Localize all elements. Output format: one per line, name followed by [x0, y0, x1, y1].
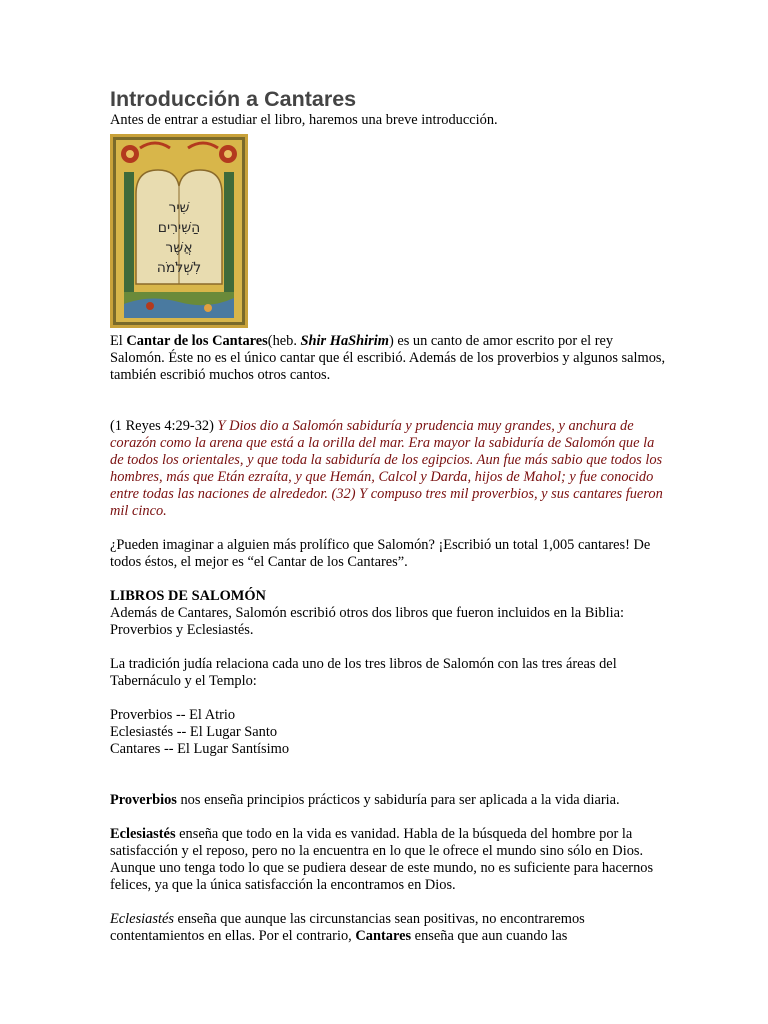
list-item-proverbios: Proverbios -- El Atrio [110, 707, 236, 723]
term-cantar: Cantar de los Cantares [126, 333, 268, 349]
quote-reference: (1 Reyes 4:29-32) [110, 418, 218, 434]
paragraph-tradition: La tradición judía relaciona cada uno de los tres libros de Salomón con las tres áreas del Tabernáculo y el Templo: [110, 656, 617, 689]
list-item-cantares: Cantares -- El Lugar Santísimo [110, 741, 290, 757]
quote-text: Y Dios dio a Salomón sabiduría y prudencia muy grandes, y anchura de corazón como la arena que está a la orilla del mar. Era mayor la sabiduría de Salomón que la de todos los orientales, y que toda la sabiduría de los egipcios. Aun fue más sabio que todos los hombres, más que Etán ezraíta, y que Hemán, Calcol y Darda, hijos de Mahol; y fue conocido entre todas las naciones de alrededor. (32) Y compuso tres mil proverbios, y sus cantares fueron mil cinco. [110, 418, 663, 519]
page-title: Introducción a Cantares [110, 87, 357, 111]
paragraph-eclesiastes: Eclesiastés enseña que todo en la vida es vanidad. Habla de la búsqueda del hombre por la satisfacción y el reposo, pero no la encuentra en lo que le ofrece el mundo sino sólo en Dios. Aunque uno tenga todo lo que se pudiera desear de este mundo, no es suficiente para hacernos felices, ya que la única satisfacción la encontramos en Dios. [110, 826, 654, 893]
list-item-eclesiastes: Eclesiastés -- El Lugar Santo [110, 724, 278, 740]
term-shir-hashirim: Shir HaShirim [300, 333, 389, 349]
section-heading: LIBROS DE SALOMÓN [110, 588, 266, 604]
hebrew-line-4: לִשְׁלֹמֹה [156, 260, 202, 276]
bible-quote [110, 418, 670, 520]
paragraph-eclesiastes-cantares: Eclesiastés enseña que aunque las circunstancias sean positivas, no encontraremos contentamientos en ellas. Por el contrario, Cantares enseña que aun cuando las [110, 911, 585, 944]
paragraph-other-books: Además de Cantares, Salomón escribió otros dos libros que fueron incluidos en la Biblia: Proverbios y Eclesiastés. [110, 605, 624, 638]
hebrew-line-1: שִׁיר [168, 200, 190, 216]
paragraph-song-of-songs: El Cantar de los Cantares(heb. Shir HaShirim) es un canto de amor escrito por el rey Salomón. Éste no es el único cantar que él escribió. Además de los proverbios y algunos salmos, también escribió muchos otros cantos. [110, 333, 666, 383]
hebrew-line-2: הַשִּׁירִים [157, 220, 201, 236]
song-of-songs-illustration [110, 134, 248, 328]
paragraph-proverbios: Proverbios nos enseña principios prácticos y sabiduría para ser aplicada a la vida diaria. [110, 792, 620, 808]
hebrew-line-3: אֲשֶׁר [165, 240, 193, 256]
document-page [110, 86, 670, 945]
intro-text: Antes de entrar a estudiar el libro, haremos una breve introducción. [110, 112, 498, 128]
paragraph-prolific: ¿Pueden imaginar a alguien más prolífico que Salomón? ¡Escribió un total 1,005 cantares! De todos éstos, el mejor es “el Cantar de los Cantares”. [110, 537, 651, 570]
